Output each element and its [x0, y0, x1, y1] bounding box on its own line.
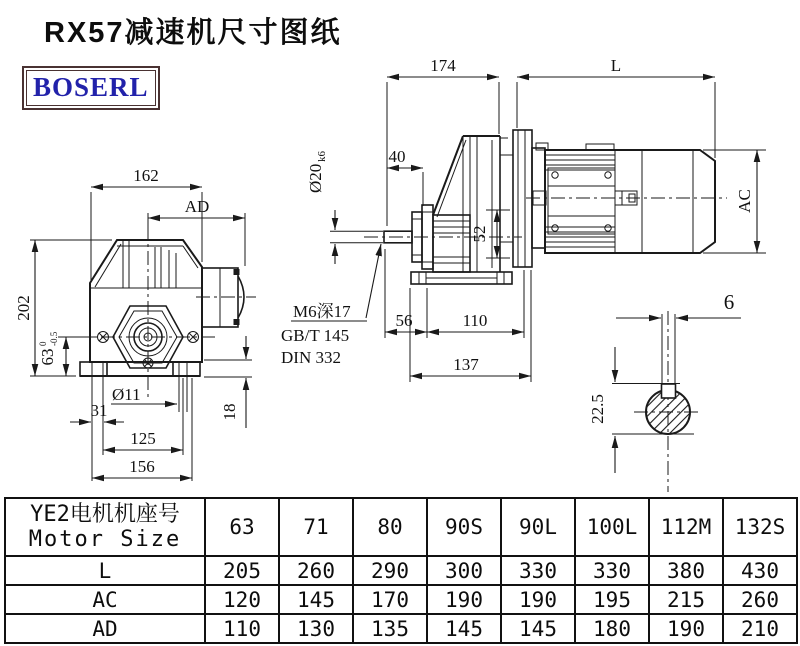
shaft-key-detail: [588, 290, 741, 492]
table-cell: 190: [649, 614, 723, 643]
dim-110-label: 110: [462, 311, 488, 330]
table-header-row: [5, 498, 797, 556]
dim-174-label: 174: [430, 56, 456, 75]
dim-40-label: 40: [388, 147, 406, 166]
dim-63-tol-lower: -0.5: [49, 331, 59, 346]
table-cell: 205: [205, 556, 279, 585]
dim-52-label: 52: [470, 225, 489, 243]
table-row-L: [5, 556, 797, 585]
brand-logo-text: BOSERL: [26, 70, 156, 106]
dim-63-label: 63: [38, 348, 57, 366]
callout-std1-label: GB/T 145: [281, 326, 350, 345]
table-cell-size: 90S: [427, 498, 501, 556]
table-cell: 195: [575, 585, 649, 614]
table-cell: 300: [427, 556, 501, 585]
dim-156-label: 156: [129, 457, 155, 476]
table-cell: 135: [353, 614, 427, 643]
dim-L-label: L: [610, 56, 622, 75]
table-cell: 170: [353, 585, 427, 614]
dim-AC-label: AC: [735, 189, 754, 213]
table-cell: 190: [501, 585, 575, 614]
dim-ad-label: AD: [184, 197, 210, 216]
table-cell: 120: [205, 585, 279, 614]
table-cell: 190: [427, 585, 501, 614]
motor-size-table: [4, 497, 798, 644]
dim-18-label: 18: [220, 403, 239, 421]
row-label-L: L: [5, 556, 205, 585]
terminal-box: [196, 268, 256, 327]
dim-162-label: 162: [133, 166, 159, 185]
table-row-AD: [5, 614, 797, 643]
motor-size-label-en: Motor Size: [28, 527, 182, 552]
table-cell: 110: [205, 614, 279, 643]
table-row-AC: [5, 585, 797, 614]
dim-56-label: 56: [395, 311, 413, 330]
dim-31-label: 31: [90, 401, 108, 420]
page-title: RX57减速机尺寸图纸: [44, 17, 342, 49]
table-cell: 215: [649, 585, 723, 614]
table-cell: 260: [723, 585, 797, 614]
table-cell: 145: [279, 585, 353, 614]
keyway: [662, 384, 676, 398]
row-label-AC: AC: [5, 585, 205, 614]
dim-225-label: 22.5: [588, 394, 607, 424]
table-cell: 145: [501, 614, 575, 643]
side-view: [281, 56, 766, 382]
dim-125-label: 125: [130, 429, 156, 448]
table-header-motor-size: [5, 498, 205, 556]
table-cell: 330: [501, 556, 575, 585]
motor-size-label-cn: YE2电机机座号: [30, 501, 180, 527]
table-cell-size: 90L: [501, 498, 575, 556]
dim-202-label: 202: [14, 295, 33, 321]
table-cell: 145: [427, 614, 501, 643]
front-view: [14, 166, 256, 481]
table-cell: 330: [575, 556, 649, 585]
dim-137-label: 137: [453, 355, 479, 374]
dim-63-tol-upper: 0: [38, 341, 48, 346]
row-label-AD: AD: [5, 614, 205, 643]
table-cell: 430: [723, 556, 797, 585]
table-cell-size: 132S: [723, 498, 797, 556]
table-cell: 210: [723, 614, 797, 643]
table-cell: 380: [649, 556, 723, 585]
dim-dia11-label: Ø11: [112, 385, 141, 404]
dim-dia20-tol-label: k6: [316, 151, 328, 162]
table-cell-size: 80: [353, 498, 427, 556]
callout-std2-label: DIN 332: [281, 348, 341, 367]
table-cell-size: 71: [279, 498, 353, 556]
table-cell-size: 112M: [649, 498, 723, 556]
table-cell-size: 63: [205, 498, 279, 556]
table-cell: 260: [279, 556, 353, 585]
dim-6-label: 6: [723, 290, 735, 314]
table-cell: 290: [353, 556, 427, 585]
table-cell: 130: [279, 614, 353, 643]
table-cell-size: 100L: [575, 498, 649, 556]
dim-dia20-label: Ø20: [306, 163, 325, 193]
table-cell: 180: [575, 614, 649, 643]
callout-thread-label: M6深17: [293, 302, 351, 321]
